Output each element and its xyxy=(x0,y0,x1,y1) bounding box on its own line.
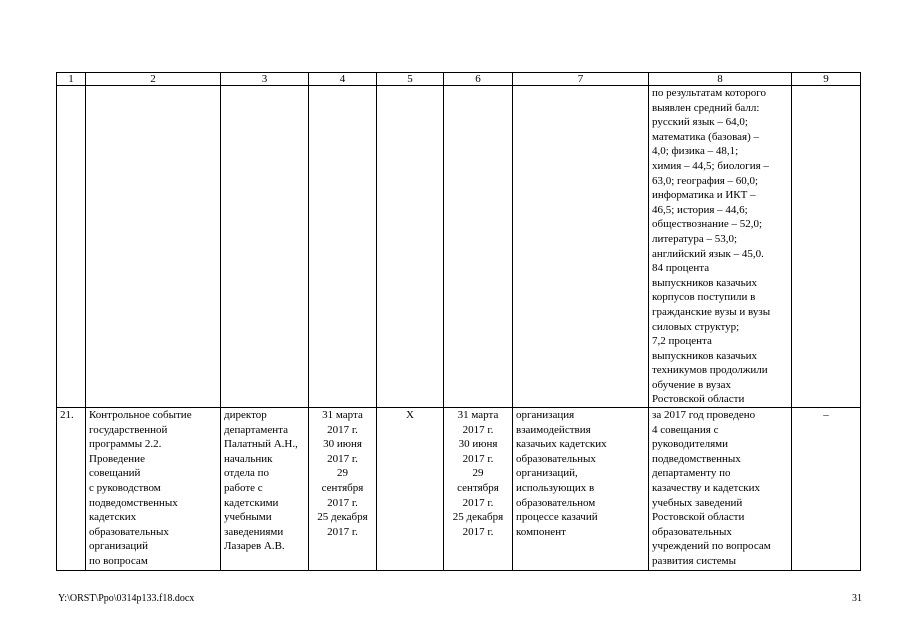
text-line: 2017 г. xyxy=(327,525,358,538)
text-line: Палатный А.Н., xyxy=(224,438,298,451)
text-line: химия – 44,5; биология – xyxy=(652,159,769,172)
column-number: 3 xyxy=(221,73,309,86)
event-description-cell xyxy=(86,408,221,571)
text-line: департамента xyxy=(224,423,288,436)
text-line: директор xyxy=(224,409,267,422)
footer-page-number: 31 xyxy=(852,593,862,604)
text-line: 31 марта xyxy=(322,409,363,422)
text-line: государственной xyxy=(89,423,168,436)
row-number: 21. xyxy=(57,408,86,571)
text-line: организаций, xyxy=(516,467,578,480)
text-line: 2017 г. xyxy=(462,423,494,436)
text-line: выпускников казачьих xyxy=(652,276,757,289)
text-line: подведомственных xyxy=(652,452,741,465)
text-line: 2017 г. xyxy=(327,496,358,509)
text-line: литература – 53,0; xyxy=(652,232,738,245)
column-number: 4 xyxy=(309,73,377,86)
column-number: 7 xyxy=(513,73,649,86)
planned-dates-cell xyxy=(309,408,377,571)
text-line: взаимодействия xyxy=(516,423,591,436)
text-line: 29 xyxy=(337,467,348,480)
text-line: учебными xyxy=(224,511,272,524)
column-number: 5 xyxy=(377,73,444,86)
text-line: отдела по xyxy=(224,467,270,480)
text-line: программы 2.2. xyxy=(89,438,162,451)
text-line: процессе казачий xyxy=(516,511,598,524)
text-line: образовательных xyxy=(89,525,169,538)
text-line: гражданские вузы и вузы xyxy=(652,305,771,318)
text-line: с руководством xyxy=(89,482,161,495)
planned-result-cell xyxy=(513,408,649,571)
text-line: сентября xyxy=(457,482,499,495)
text-line: образовательных xyxy=(652,525,732,538)
text-line: 46,5; история – 44,6; xyxy=(652,203,748,216)
column-number-row xyxy=(57,73,861,86)
text-line: департаменту по xyxy=(652,467,731,480)
text-line: 4,0; физика – 48,1; xyxy=(652,145,739,158)
text-line: 29 xyxy=(472,467,484,480)
responsible-cell xyxy=(221,408,309,571)
text-line: подведомственных xyxy=(89,496,178,509)
text-line: 2017 г. xyxy=(462,452,494,465)
text-line: Контрольное событие xyxy=(89,409,192,422)
empty-cell xyxy=(86,86,221,408)
text-line: обществознание – 52,0; xyxy=(652,218,763,231)
text-line: организаций xyxy=(89,540,149,553)
text-line: Лазарев А.В. xyxy=(224,540,285,553)
text-line: 4 совещания с xyxy=(652,423,719,436)
text-line: 30 июня xyxy=(323,438,362,451)
text-line: кадетских xyxy=(89,511,137,524)
text-line: русский язык – 64,0; xyxy=(652,116,748,129)
text-line: учебных заведений xyxy=(652,496,743,509)
text-line: по результатам которого xyxy=(652,87,766,99)
text-line: казачьих кадетских xyxy=(516,438,607,451)
empty-cell xyxy=(513,86,649,408)
footer-file-path: Y:\ORST\Ppo\0314p133.f18.docx xyxy=(58,593,195,604)
column-number: 1 xyxy=(57,73,86,86)
text-line: организация xyxy=(516,409,575,422)
column-number: 9 xyxy=(792,73,861,86)
text-line: заведениями xyxy=(224,525,284,538)
empty-cell xyxy=(309,86,377,408)
text-line: казачеству и кадетских xyxy=(652,482,761,495)
text-line: образовательных xyxy=(516,452,596,465)
text-line: обучение в вузах xyxy=(652,378,731,391)
empty-cell xyxy=(221,86,309,408)
empty-cell xyxy=(444,86,513,408)
col5-cell: Х xyxy=(377,408,444,571)
text-line: 2017 г. xyxy=(462,525,494,538)
text-line: выявлен средний балл: xyxy=(652,101,760,114)
text-line: корпусов поступили в xyxy=(652,291,756,304)
text-line: 2017 г. xyxy=(327,423,358,436)
text-line: 84 процента xyxy=(652,262,710,275)
column-number: 6 xyxy=(444,73,513,86)
text-line: информатика и ИКТ – xyxy=(652,189,756,202)
actual-result-cell xyxy=(649,408,792,571)
text-line: 2017 г. xyxy=(327,452,358,465)
text-line: Проведение xyxy=(89,452,145,465)
text-line: выпускников казачьих xyxy=(652,349,757,362)
text-line: силовых структур; xyxy=(652,320,740,333)
text-line: работе с xyxy=(224,482,263,495)
text-line: кадетскими xyxy=(224,496,279,509)
text-line: 30 июня xyxy=(458,438,498,451)
text-line: техникумов продолжили xyxy=(652,364,768,377)
text-line: начальник xyxy=(224,452,273,465)
text-line: сентября xyxy=(321,482,364,495)
column-number: 2 xyxy=(86,73,221,86)
text-line: Ростовской области xyxy=(652,393,745,406)
empty-cell xyxy=(792,86,861,408)
text-line: 25 декабря xyxy=(452,511,504,524)
text-line: по вопросам xyxy=(89,555,148,567)
notes-cell: – xyxy=(792,408,861,571)
text-line: образовательном xyxy=(516,496,596,509)
text-line: использующих в xyxy=(516,482,595,495)
text-line: английский язык – 45,0. xyxy=(652,247,764,260)
text-line: руководителями xyxy=(652,438,729,451)
text-line: Ростовской области xyxy=(652,511,745,524)
empty-cell xyxy=(57,86,86,408)
text-line: 31 марта xyxy=(457,409,499,422)
actual-dates-cell xyxy=(444,408,513,571)
table-row-21 xyxy=(57,408,861,571)
text-line: компонент xyxy=(516,525,566,538)
text-line: 7,2 процента xyxy=(652,335,712,348)
text-line: развития системы xyxy=(652,555,737,567)
continuation-row xyxy=(57,86,861,408)
text-line: математика (базовая) – xyxy=(652,130,759,143)
results-cell xyxy=(649,86,792,408)
text-line: за 2017 год проведено xyxy=(652,409,756,422)
text-line: учреждений по вопросам xyxy=(652,540,771,553)
empty-cell xyxy=(377,86,444,408)
document-table xyxy=(56,72,861,571)
text-line: совещаний xyxy=(89,467,141,480)
text-line: 25 декабря xyxy=(317,511,368,524)
text-line: 2017 г. xyxy=(462,496,494,509)
column-number: 8 xyxy=(649,73,792,86)
text-line: 63,0; география – 60,0; xyxy=(652,174,759,187)
